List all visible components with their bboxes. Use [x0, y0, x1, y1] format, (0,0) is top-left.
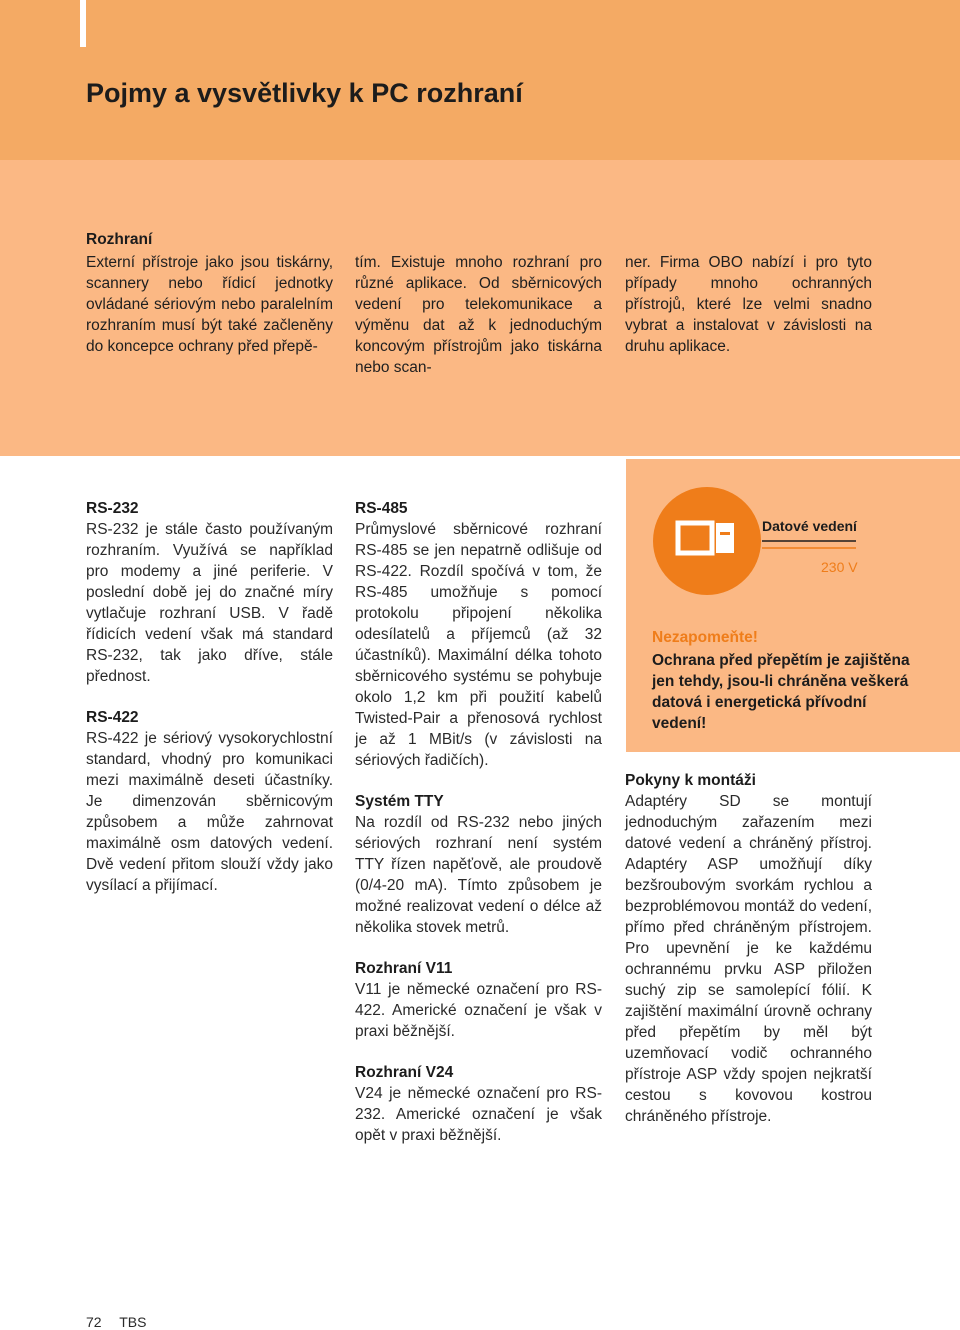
- page-footer: [86, 1314, 160, 1330]
- intro-column-3: ner. Firma OBO nabízí i pro tyto případy mnoho ochranných přístrojů, které lze velmi snadno vybrat a instalovat v závislosti na druhu aplikace.: [625, 254, 872, 355]
- notice-text: Ochrana před přepětím je zajištěna jen tehdy, jsou-li chráněna veškerá datová i energetická přívodní vedení!: [652, 652, 910, 732]
- v24-heading: Rozhraní V24: [355, 1064, 454, 1081]
- intro-column-2: tím. Existuje mnoho rozhraní pro různé aplikace. Od sběrnicových vedení pro telekomunikace a výměnu dat až k jednoduchým koncovým přístrojům jako tiskárna nebo scan-: [355, 254, 602, 376]
- mounting-text: Adaptéry SD se montují jednoduchým zařazením mezi datové vedení a chráněný přístroj. Adaptéry ASP umožňují díky bezšroubovým svorkám rychlou a bezproblémovou montáž do vedení, přímo před chráněným přístrojem. Pro upevnění je ke každému ochrannému prvku ASP přiložen suchý zip se samolepící fólií. K zajištění maximální úrovně ochrany před přepětím by měl být uzemňovací vodič ochranného přístroje ASP vždy spojen nejkratší cestou s kovovou kostrou chráněného přístroje.: [625, 793, 872, 1125]
- data-line-label: Datové vedení: [762, 518, 857, 534]
- mounting-heading: Pokyny k montáži: [625, 772, 756, 789]
- v24-text: V24 je německé označení pro RS-232. Americké označení je však opět v praxi běžnější.: [355, 1085, 602, 1144]
- voltage-label: 230 V: [821, 559, 858, 575]
- rs485-text: Průmyslové sběrnicové rozhraní RS-485 se jen nepatrně odlišuje od RS-422. Rozdíl spočívá v tom, že RS-485 umožňuje s pomocí protokolu připojení několika odesílatelů a příjemců (až 32 účastníků). Maximální délka tohoto sběrnicového systému se pohybuje okolo 1,2 km při použití kabelů Twisted-Pair a přenosová rychlost je až 1 MBit/s (v závislosti na sériových řadičích).: [355, 521, 602, 769]
- header-band: [0, 0, 960, 160]
- notice-box: [626, 459, 960, 752]
- page-title: Pojmy a vysvětlivky k PC rozhraní: [86, 78, 523, 108]
- rs232-heading: RS-232: [86, 500, 139, 517]
- footer-brand: TBS: [119, 1314, 147, 1330]
- column-3: [625, 770, 872, 1127]
- v11-text: V11 je německé označení pro RS-422. Americké označení je však v praxi běžnější.: [355, 981, 602, 1040]
- v11-heading: Rozhraní V11: [355, 960, 453, 977]
- rs485-heading: RS-485: [355, 500, 408, 517]
- column-1: [86, 498, 333, 896]
- header-accent-bar: [80, 0, 86, 47]
- rs422-text: RS-422 je sériový vysokorychlostní standard, vhodný pro komunikaci mezi maximálně deseti účastníky. Je dimenzován sběrnicovým způsobem a může zahrnovat maximálně osm datových vedení. Dvě vedení přitom slouží vždy jako vysílací a přijímací.: [86, 730, 333, 894]
- intro-heading: Rozhraní: [86, 231, 153, 248]
- tty-text: Na rozdíl od RS-232 nebo jiných sériových rozhraní není systém TTY řízen napěťově, ale proudově (0/4-20 mA). Tímto způsobem je možné realizovat vedení o délce až několika stovek metrů.: [355, 814, 602, 936]
- intro-column-1: Externí přístroje jako jsou tiskárny, scannery nebo řídicí jednotky ovládané sériovým nebo paralelním rozhraním musí být také začleněny do koncepce ochrany před přepě-: [86, 254, 333, 355]
- column-2: [355, 498, 602, 1146]
- notice-circle: [653, 487, 761, 595]
- page-number: 72: [86, 1314, 102, 1330]
- notice-illustration: [626, 459, 960, 619]
- notice-title: Nezapomeňte!: [652, 629, 758, 646]
- rs232-text: RS-232 je stále často používaným rozhraním. Využívá se například pro modemy a jiné periferie. V poslední době jej do značné míry vytlačuje rozhraní USB. V řadě řídicích vedení však má standard RS-232, tak jako dříve, stále přednost.: [86, 521, 333, 685]
- tty-heading: Systém TTY: [355, 793, 444, 810]
- rs422-heading: RS-422: [86, 709, 139, 726]
